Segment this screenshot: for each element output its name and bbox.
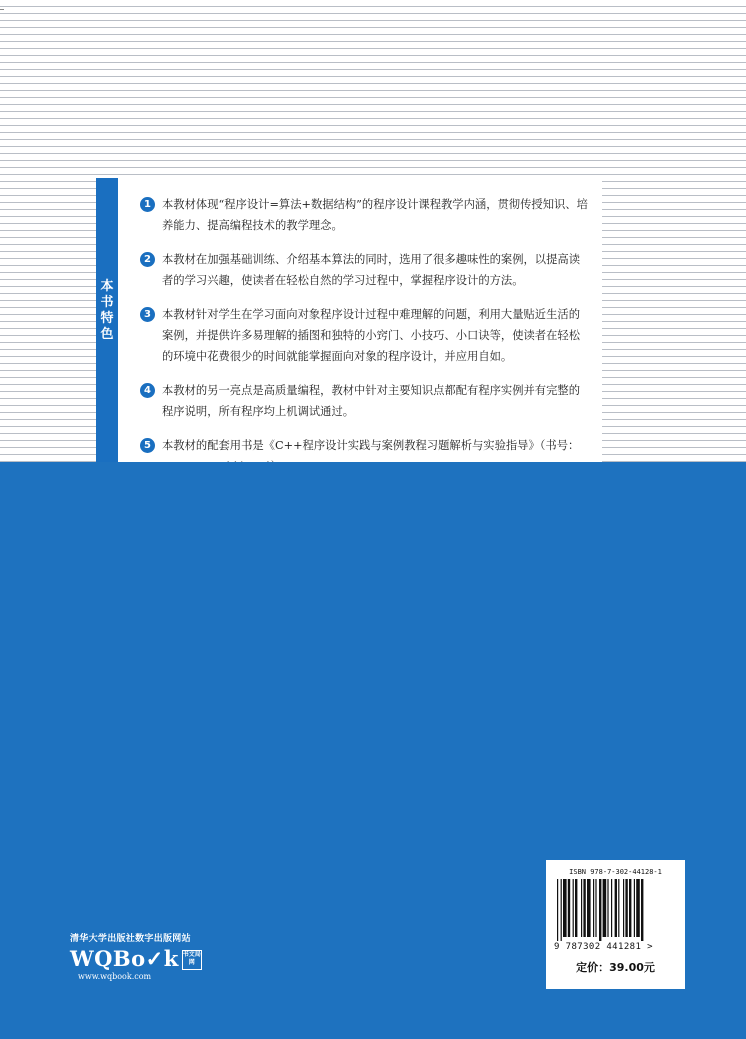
logo-text: WQBo✓k (70, 946, 179, 971)
barcode-bar (603, 879, 607, 937)
barcode-bar (573, 879, 574, 937)
price-label: 定价：39.00元 (576, 961, 655, 974)
barcode-bar (593, 879, 594, 937)
barcode-bar (641, 879, 643, 941)
barcode-bar (561, 879, 562, 941)
number-badge: 3 (140, 307, 155, 322)
side-label-char: 特 (100, 311, 114, 326)
feature-item (140, 249, 590, 291)
feature-text: 本教材体现“程序设计=算法+数据结构”的程序设计课程教学内涵，贯彻传授知识、培养能力、提高编程技术的教学理念。 (162, 198, 588, 232)
barcode-bar (575, 879, 577, 937)
publisher-logo (70, 947, 210, 971)
barcode-bar (557, 879, 558, 941)
barcode-bar (623, 879, 624, 937)
feature-text: 本教材的配套用书是《C++程序设计实践与案例教程习题解析与实验指导》（书号： (162, 439, 580, 452)
barcode-bar (636, 879, 640, 937)
barcode-bar (563, 879, 567, 937)
barcode-digits: 9 787302 441281 > (554, 942, 653, 952)
barcode-bar (618, 879, 619, 937)
barcode-bar (583, 879, 585, 937)
isbn-text: ISBN 978-7-302-44128-1 (569, 868, 662, 876)
barcode-bar (625, 879, 627, 937)
barcode-bar (615, 879, 617, 937)
feature-text: 本教材针对学生在学习面向对象程序设计过程中难理解的问题，利用大量贴近生活的案例，并提供许多易理解的插图和独特的小窍门、小技巧、小口诀等，使读者在轻松的环境中花费很少的时间就能掌握面向对象的程序设计，并应用自如。 (162, 308, 580, 363)
number-badge: 5 (140, 438, 155, 453)
barcode-bar (634, 879, 635, 937)
feature-text: 本教材的另一亮点是高质量编程，教材中针对主要知识点都配有程序实例并有完整的程序说明，所有程序均上机调试通过。 (162, 384, 580, 418)
publisher-name: 清华大学出版社数字出版网站 (70, 934, 191, 944)
publisher-block (70, 931, 210, 981)
side-label (96, 279, 118, 343)
crop-mark (0, 9, 4, 10)
number-badge: 2 (140, 252, 155, 267)
barcode-bar (629, 879, 631, 937)
barcode-bar (581, 879, 582, 937)
barcode-bar (587, 879, 591, 937)
barcode-bar (568, 879, 570, 937)
barcode-bar (607, 879, 608, 937)
logo-box: 书文局网 (182, 950, 202, 970)
side-label-char: 本 (100, 279, 114, 294)
feature-list (140, 194, 590, 490)
barcode-bar (595, 879, 596, 937)
side-label-char: 色 (100, 327, 114, 342)
publisher-url: www.wqbook.com (78, 972, 152, 981)
barcode-bar (599, 879, 601, 941)
barcode-box (546, 860, 685, 989)
side-label-char: 书 (100, 295, 114, 310)
barcode-bar (611, 879, 612, 937)
number-badge: 1 (140, 197, 155, 212)
feature-item (140, 380, 590, 422)
number-badge: 4 (140, 383, 155, 398)
feature-text: 本教材在加强基础训练、介绍基本算法的同时，选用了很多趣味性的案例，以提高读者的学习兴趣，使读者在轻松自然的学习过程中，掌握程序设计的方法。 (162, 253, 580, 287)
feature-item (140, 194, 590, 236)
barcode-icon (557, 879, 675, 941)
feature-item (140, 304, 590, 367)
